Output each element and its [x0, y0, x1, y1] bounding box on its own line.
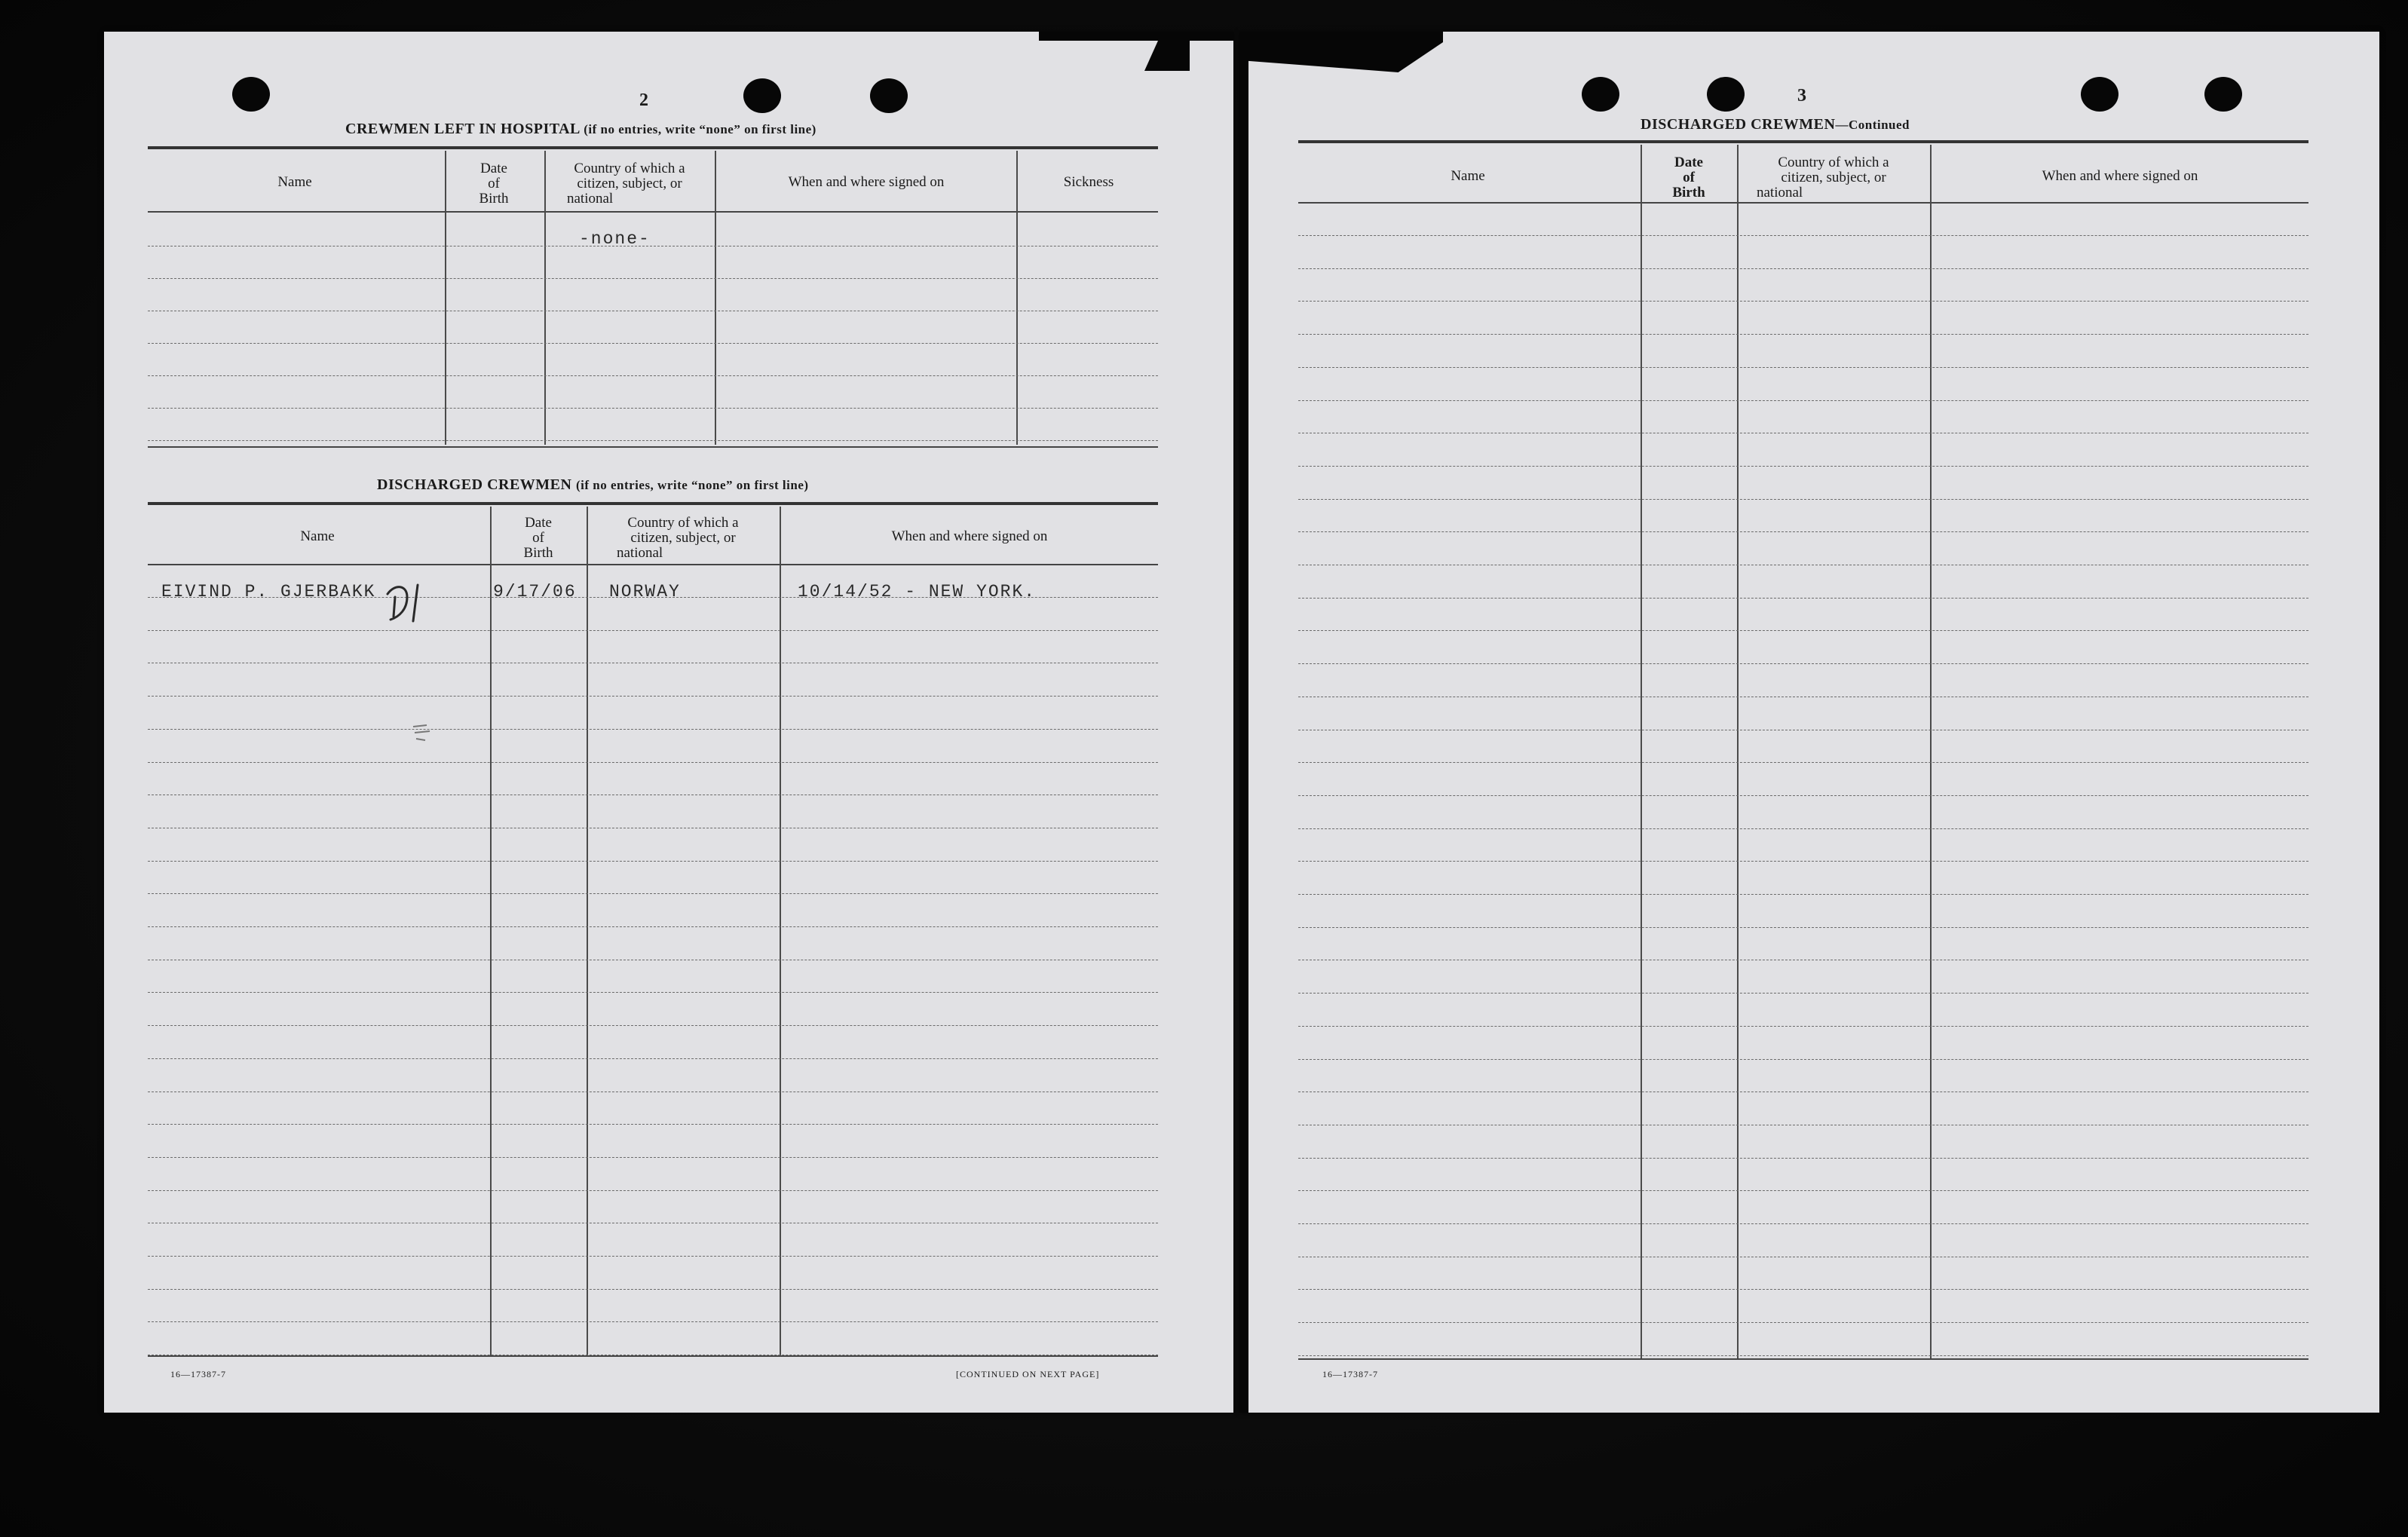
torn-edge — [1239, 42, 1443, 72]
ledger-line — [1298, 762, 2308, 763]
header-bottom-rule — [148, 211, 1158, 213]
continued-title-suffix: —Continued — [1835, 118, 1910, 132]
col-header-date-of-birth: Date of Birth — [1672, 155, 1705, 201]
header-bottom-rule — [1298, 202, 2308, 204]
table-bottom-rule — [148, 1355, 1158, 1357]
col-header-name: Name — [300, 528, 335, 544]
ledger-line — [148, 762, 1158, 763]
punch-hole — [232, 77, 270, 112]
torn-edge — [1239, 32, 1248, 1413]
ledger-line — [1298, 1289, 2308, 1290]
hospital-title-qualifier: (if no entries, write “none” on first line) — [584, 122, 816, 136]
ledger-line — [148, 1058, 1158, 1059]
col-header-date-of-birth: Date of Birth — [479, 161, 509, 207]
column-divider — [544, 151, 546, 445]
col-header-sickness: Sickness — [1063, 174, 1114, 190]
ledger-line — [1298, 795, 2308, 796]
col-header-date-of-birth: Date of Birth — [523, 515, 553, 561]
ledger-line — [148, 992, 1158, 993]
column-divider — [780, 507, 781, 1355]
discharged-section-title — [377, 476, 809, 494]
column-divider — [1930, 145, 1932, 1358]
ledger-line — [1298, 598, 2308, 599]
signed-on-cell: 10/14/52 - NEW YORK. — [798, 582, 1037, 602]
ledger-line — [148, 1321, 1158, 1322]
page-number: 3 — [1797, 86, 1806, 106]
ledger-line — [148, 408, 1158, 409]
ledger-line — [1298, 1158, 2308, 1159]
table-bottom-rule — [148, 446, 1158, 448]
ledger-line — [1298, 235, 2308, 236]
continued-note: [CONTINUED ON NEXT PAGE] — [956, 1369, 1100, 1379]
ledger-line — [148, 1289, 1158, 1290]
punch-hole — [1707, 77, 1745, 112]
left-page — [104, 32, 1233, 1413]
right-page — [1239, 32, 2379, 1413]
page-number: 2 — [639, 90, 648, 110]
ledger-line — [1298, 1059, 2308, 1060]
ledger-line — [1298, 861, 2308, 862]
ledger-line — [1298, 1355, 2308, 1356]
crew-name-cell: EIVIND P. GJERBAKK — [161, 582, 376, 602]
discharged-title-text: DISCHARGED CREWMEN — [377, 476, 572, 493]
ledger-line — [148, 440, 1158, 441]
ledger-line — [148, 1256, 1158, 1257]
ledger-line — [1298, 927, 2308, 928]
faint-mark — [410, 722, 433, 745]
country-cell: NORWAY — [609, 582, 681, 602]
header-bottom-rule — [148, 564, 1158, 565]
column-divider — [1016, 151, 1018, 445]
form-number: 16—17387-7 — [170, 1369, 226, 1379]
col-header-signed-on: When and where signed on — [788, 174, 945, 190]
ledger-line — [1298, 993, 2308, 994]
ledger-line — [1298, 334, 2308, 335]
ledger-line — [148, 926, 1158, 927]
ledger-line — [148, 343, 1158, 344]
column-divider — [1737, 145, 1739, 1358]
ledger-line — [1298, 301, 2308, 302]
col-header-signed-on: When and where signed on — [2042, 168, 2198, 184]
ledger-line — [1298, 828, 2308, 829]
discharged-continued-title — [1641, 116, 1910, 133]
column-divider — [715, 151, 716, 445]
ledger-line — [148, 696, 1158, 697]
ledger-line — [1298, 1190, 2308, 1191]
column-divider — [1641, 145, 1642, 1358]
torn-edge — [1039, 32, 1233, 41]
ledger-line — [1298, 1322, 2308, 1323]
form-number: 16—17387-7 — [1322, 1369, 1378, 1379]
ledger-line — [1298, 894, 2308, 895]
ledger-line — [1298, 466, 2308, 467]
ledger-line — [148, 375, 1158, 376]
ledger-line — [148, 1025, 1158, 1026]
hospital-title-text: CREWMEN LEFT IN HOSPITAL — [345, 121, 580, 137]
column-divider — [445, 151, 446, 445]
discharged-title-qualifier: (if no entries, write “none” on first line) — [575, 478, 809, 492]
ledger-line — [1298, 1223, 2308, 1224]
column-divider — [490, 507, 492, 1355]
col-header-name: Name — [1451, 168, 1485, 184]
hospital-section-title — [345, 121, 816, 138]
ledger-line — [1298, 663, 2308, 664]
ledger-line — [148, 729, 1158, 730]
col-header-country: Country of which a citizen, subject, or national — [567, 161, 685, 207]
table-top-rule — [148, 146, 1158, 149]
ledger-line — [1298, 630, 2308, 631]
ledger-line — [148, 630, 1158, 631]
col-header-signed-on: When and where signed on — [891, 528, 1048, 544]
column-divider — [587, 507, 588, 1355]
punch-hole — [1582, 77, 1619, 112]
ledger-line — [1298, 531, 2308, 532]
ledger-line — [148, 893, 1158, 894]
torn-edge — [1144, 41, 1190, 71]
punch-hole — [2204, 77, 2242, 112]
torn-edge — [1239, 32, 1443, 42]
ledger-line — [1298, 367, 2308, 368]
punch-hole — [743, 78, 781, 113]
table-top-rule — [1298, 140, 2308, 143]
handwritten-mark — [384, 577, 430, 630]
table-bottom-rule — [1298, 1358, 2308, 1360]
ledger-line — [1298, 400, 2308, 401]
col-header-country: Country of which a citizen, subject, or national — [1757, 155, 1889, 201]
date-of-birth-cell: 9/17/06 — [493, 582, 577, 602]
ledger-line — [148, 278, 1158, 279]
ledger-line — [148, 1124, 1158, 1125]
table-top-rule — [148, 502, 1158, 505]
punch-hole — [870, 78, 908, 113]
hospital-none-entry: -none- — [579, 229, 651, 249]
punch-hole — [2081, 77, 2118, 112]
ledger-line — [1298, 1026, 2308, 1027]
col-header-name: Name — [277, 174, 312, 190]
ledger-line — [148, 1157, 1158, 1158]
ledger-line — [148, 1190, 1158, 1191]
col-header-country: Country of which a citizen, subject, or national — [617, 515, 739, 561]
ledger-line — [148, 861, 1158, 862]
ledger-line — [1298, 268, 2308, 269]
continued-title-text: DISCHARGED CREWMEN — [1641, 116, 1836, 133]
ledger-line — [1298, 499, 2308, 500]
